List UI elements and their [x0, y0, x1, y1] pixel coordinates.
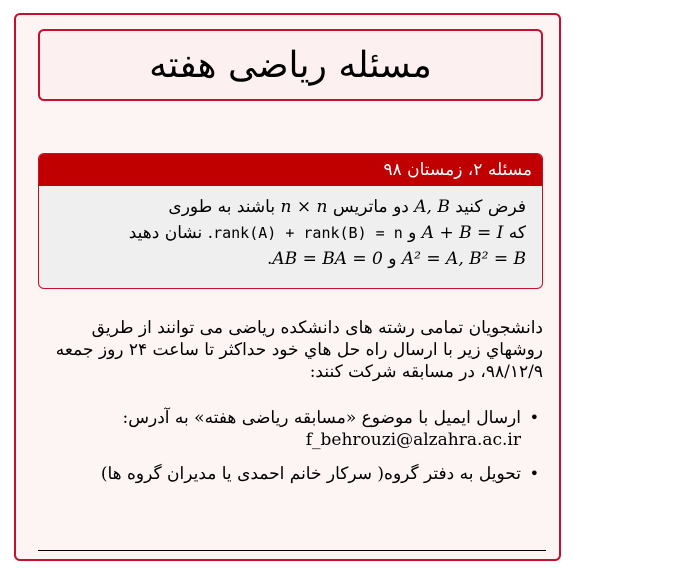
- problem-line-3: [55, 246, 526, 272]
- problem-text: .: [267, 249, 273, 269]
- problem-statement: [39, 186, 542, 272]
- math-expression: n × n: [280, 197, 328, 217]
- intro-paragraph: دانشجویان تمامی رشته های دانشکده ریاضی می توانند از طریق روشهاي زیر با ارسال راه حل هاي خود حداکثر تا ساعت ۲۴ روز جمعه ۹۸/۱۲/۹، در مسابقه شرکت کنند:: [55, 318, 543, 382]
- bottom-divider: [38, 550, 546, 551]
- math-expression: AB = BA = 0: [272, 249, 383, 269]
- bullet-icon: •: [529, 464, 539, 483]
- list-item: [38, 463, 543, 485]
- problem-text: دو ماتریس: [332, 197, 409, 217]
- announcement-poster: [14, 13, 561, 561]
- problem-box: [38, 153, 543, 289]
- list-item: [38, 407, 543, 451]
- math-expression: A + B = I: [421, 223, 504, 243]
- problem-line-2: [55, 220, 526, 246]
- problem-header: مسئله ۲، زمستان ۹۸: [39, 154, 542, 186]
- math-expression: A² = A, B² = B: [401, 249, 526, 269]
- math-expression: rank(A) + rank(B) = n: [213, 224, 403, 242]
- problem-text: و: [408, 223, 417, 243]
- page-title: مسئله ریاضی هفته: [149, 44, 432, 86]
- problem-text: باشند به طوری: [168, 197, 276, 217]
- problem-text: که: [508, 223, 526, 243]
- submission-methods-list: [38, 407, 543, 497]
- problem-text: و: [388, 249, 397, 269]
- office-instruction: تحویل به دفتر گروه( سرکار خانم احمدی یا مدیران گروه ها): [100, 464, 521, 484]
- email-address-link[interactable]: f_behrouzi@alzahra.ac.ir: [305, 430, 521, 450]
- problem-line-1: [55, 194, 526, 220]
- problem-text: . نشان دهید: [128, 223, 214, 243]
- math-expression: A, B: [414, 197, 450, 217]
- bullet-icon: •: [529, 408, 539, 427]
- title-box: [38, 29, 543, 101]
- problem-text: فرض کنید: [455, 197, 526, 217]
- email-instruction: ارسال ایمیل با موضوع «مسابقه ریاضی هفته» به آدرس:: [122, 408, 521, 428]
